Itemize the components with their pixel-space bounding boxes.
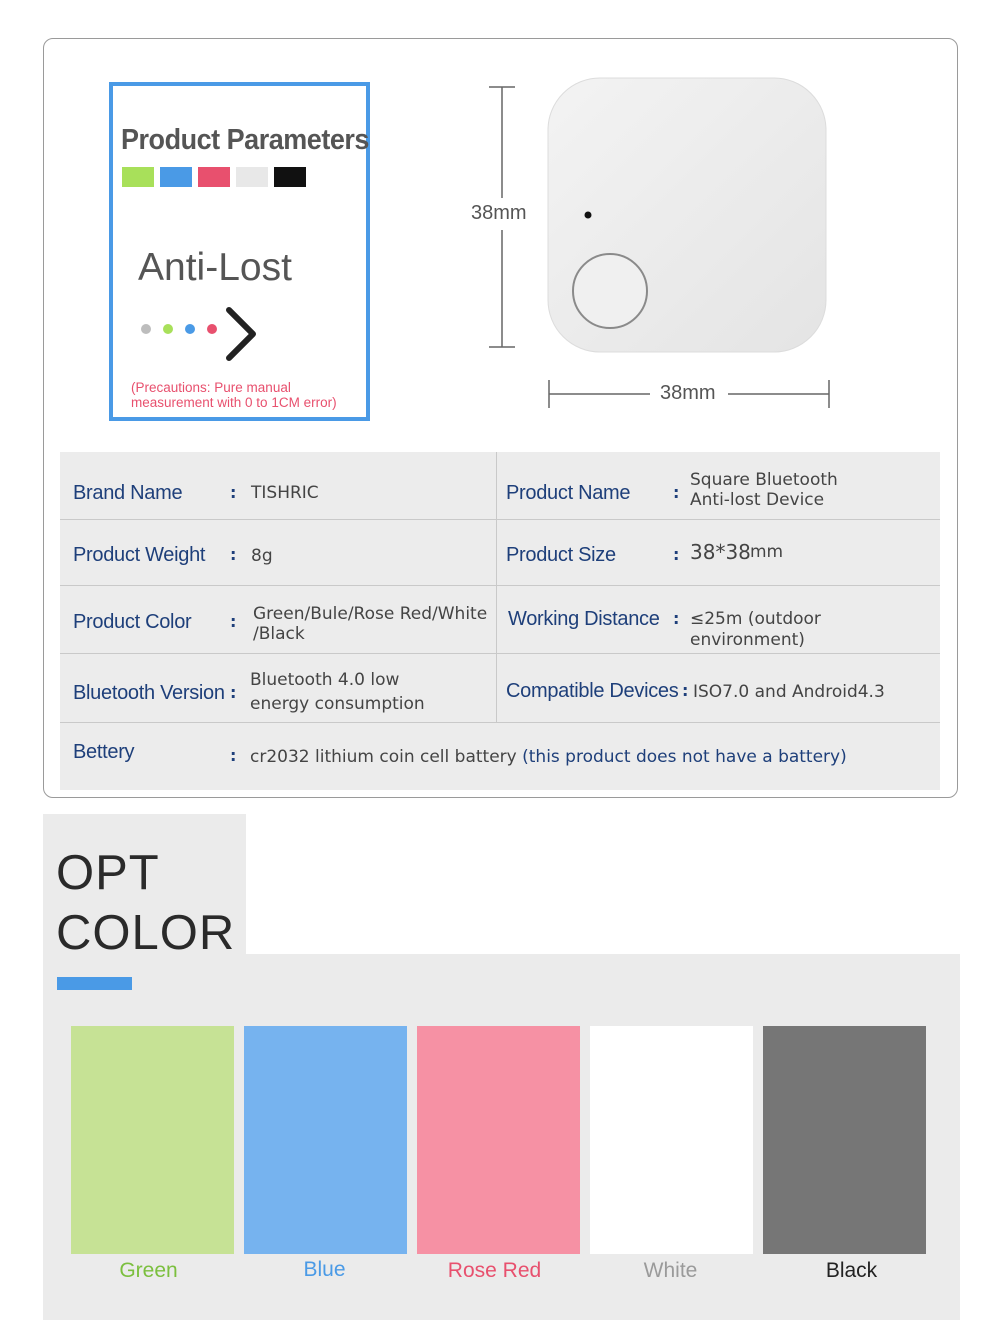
product-size-value: 38*38 bbox=[690, 540, 751, 564]
product-name-value: Square Bluetooth Anti-lost Device bbox=[690, 470, 838, 510]
color-label-green: Green bbox=[119, 1259, 178, 1282]
working-distance-label: Working Distance bbox=[508, 608, 660, 630]
progress-dots bbox=[141, 324, 217, 334]
dot-rose bbox=[207, 324, 217, 334]
bluetooth-version-label: Bluetooth Version bbox=[73, 682, 225, 704]
color-swatch-green[interactable] bbox=[71, 1026, 234, 1254]
table-row bbox=[60, 723, 940, 790]
parameters-title: Product Parameters bbox=[121, 124, 369, 156]
dot-blue bbox=[185, 324, 195, 334]
color-options-title: OPT COLOR bbox=[56, 846, 236, 960]
spec-table bbox=[60, 452, 940, 790]
table-row bbox=[60, 520, 940, 586]
table-row bbox=[60, 452, 940, 520]
precaution-note: (Precautions: Pure manual measurement with 0 to 1CM error) bbox=[131, 380, 337, 410]
height-label: 38mm bbox=[471, 202, 527, 224]
colon: : bbox=[673, 483, 680, 502]
color-label-black: Black bbox=[825, 1259, 878, 1282]
color-swatch-blue[interactable] bbox=[244, 1026, 407, 1254]
product-name-label: Product Name bbox=[506, 482, 631, 504]
product-color-value: Green/Bule/Rose Red/White /Black bbox=[253, 604, 488, 644]
swatch-blue bbox=[160, 167, 192, 187]
colon: : bbox=[673, 609, 680, 628]
battery-value: cr2032 lithium coin cell battery (this product does not have a battery) bbox=[250, 747, 847, 767]
colon: : bbox=[230, 483, 237, 502]
colon: : bbox=[230, 746, 237, 765]
swatch-black bbox=[274, 167, 306, 187]
battery-note: (this product does not have a battery) bbox=[522, 747, 847, 767]
product-size-unit: mm bbox=[750, 542, 784, 562]
color-label-rose-red: Rose Red bbox=[447, 1259, 542, 1282]
colon: : bbox=[673, 545, 680, 564]
product-size-label: Product Size bbox=[506, 544, 616, 566]
product-color-label: Product Color bbox=[73, 611, 192, 633]
chevron-right-icon bbox=[223, 304, 259, 364]
led-indicator bbox=[585, 212, 592, 219]
swatch-green bbox=[122, 167, 154, 187]
color-swatch-white[interactable] bbox=[590, 1026, 753, 1254]
brand-name-label: Brand Name bbox=[73, 482, 183, 504]
battery-label: Bettery bbox=[73, 741, 135, 763]
swatch-white bbox=[236, 167, 268, 187]
product-weight-label: Product Weight bbox=[73, 544, 206, 566]
device-button bbox=[573, 254, 647, 328]
compatible-devices-label: Compatible Devices bbox=[506, 680, 679, 702]
color-label-white: White bbox=[643, 1259, 698, 1282]
colon: : bbox=[230, 545, 237, 564]
swatch-rose bbox=[198, 167, 230, 187]
parameters-panel bbox=[109, 82, 370, 421]
compatible-devices-value: ISO7.0 and Android4.3 bbox=[693, 682, 885, 702]
device-dimension-drawing bbox=[460, 70, 860, 420]
brand-name-value: TISHRIC bbox=[251, 483, 319, 503]
working-distance-value: ≤25m (outdoor environment) bbox=[690, 609, 821, 650]
bluetooth-version-value: Bluetooth 4.0 low energy consumption bbox=[250, 670, 425, 714]
color-swatch-row bbox=[122, 167, 306, 187]
colon: : bbox=[230, 683, 237, 702]
dot-green bbox=[163, 324, 173, 334]
colon: : bbox=[230, 612, 237, 631]
color-swatch-rose-red[interactable] bbox=[417, 1026, 580, 1254]
dot-grey bbox=[141, 324, 151, 334]
anti-lost-headline: Anti-Lost bbox=[138, 246, 292, 289]
accent-bar bbox=[57, 977, 132, 990]
product-weight-value: 8g bbox=[251, 546, 273, 566]
color-swatch-black[interactable] bbox=[763, 1026, 926, 1254]
table-row bbox=[60, 654, 940, 723]
colon: : bbox=[682, 681, 689, 700]
width-label: 38mm bbox=[660, 382, 716, 404]
color-label-blue: Blue bbox=[303, 1258, 346, 1281]
table-row bbox=[60, 586, 940, 654]
